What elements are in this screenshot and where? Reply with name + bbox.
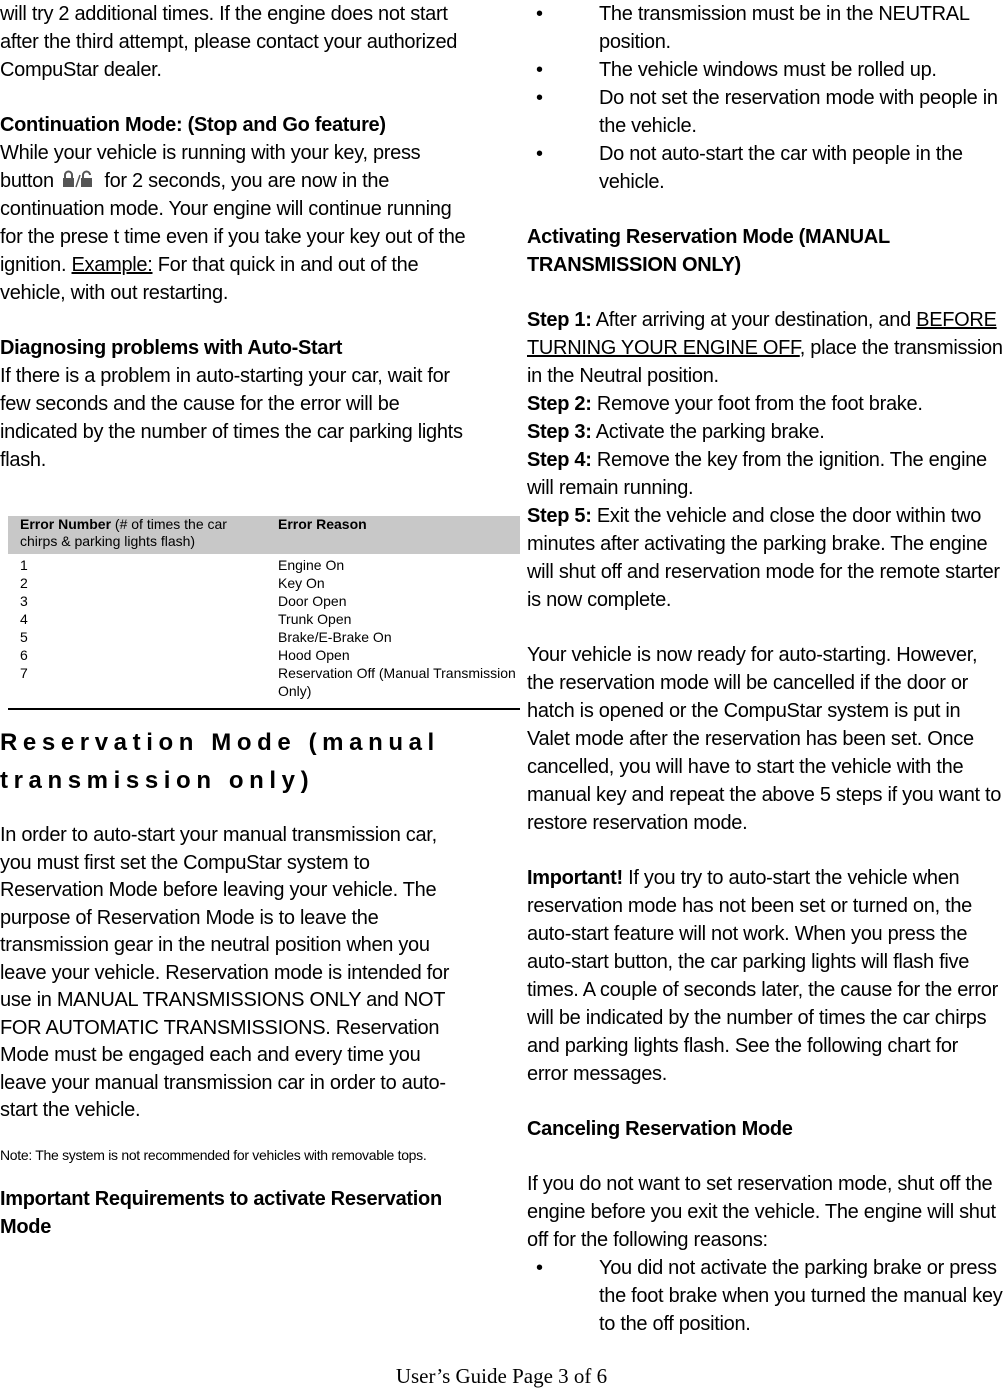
- bullet-icon: •: [536, 59, 543, 81]
- error-reason: Brake/E-Brake On: [278, 629, 392, 645]
- list-item: • Do not auto-start the car with people in the vehicle.: [527, 140, 1003, 196]
- error-number: 4: [20, 611, 28, 627]
- error-number: 2: [20, 575, 28, 591]
- error-number: 3: [20, 593, 28, 609]
- error-reason: Key On: [278, 575, 325, 591]
- error-number-header: Error Number (# of times the car chirps & parking lights flash): [8, 516, 266, 554]
- error-reason-header: Error Reason: [266, 516, 520, 554]
- error-reason: Reservation Off (Manual Transmission Only): [266, 664, 520, 709]
- requirements-list: [0, 0, 1003, 196]
- list-item: • The vehicle windows must be rolled up.: [527, 56, 1003, 84]
- canceling-paragraph: If you do not want to set reservation mode, shut off the engine before you exit the vehicle. The engine will shut off for the following reasons:: [527, 1173, 996, 1251]
- canceling-reasons-list: [527, 1254, 1003, 1338]
- table-row: [8, 664, 520, 709]
- bullet-icon: •: [536, 87, 543, 109]
- step-2: Step 2: Remove your foot from the foot brake.: [527, 393, 923, 415]
- requirements-heading: Important Requirements to activate Reservation Mode: [0, 1187, 442, 1238]
- step-1: Step 1: After arriving at your destination, and BEFORE TURNING YOUR ENGINE OFF, place the transmission in the Neutral position.: [527, 309, 1003, 387]
- list-item: • The transmission must be in the NEUTRAL position.: [527, 0, 1003, 56]
- error-number: 1: [20, 557, 28, 573]
- error-number: 6: [20, 647, 28, 663]
- right-column: [527, 0, 1003, 1338]
- diagnosing-paragraph: If there is a problem in auto-starting your car, wait for few seconds and the cause for the error will be indicated by the number of times the car parking lights flash.: [0, 365, 463, 471]
- example-text: For that quick in and out of the vehicle, with out restarting.: [0, 254, 419, 304]
- error-table-header: [8, 516, 520, 554]
- list-item: • You did not activate the parking brake or press the foot brake when you turned the manual key to the off position.: [527, 1254, 1003, 1338]
- table-row: [8, 628, 520, 646]
- table-row: [8, 574, 520, 592]
- ready-paragraph: Your vehicle is now ready for auto-starting. However, the reservation mode will be cancelled if the door or hatch is opened or the CompuStar system is put in Valet mode after the reservation has been set. Once cancelled, you will have to start the vehicle with the manual key and repeat the above 5 steps if you want to restore reservation mode.: [527, 644, 1002, 834]
- diagnosing-heading: Diagnosing problems with Auto-Start: [0, 337, 343, 359]
- reservation-paragraph: In order to auto-start your manual transmission car, you must first set the CompuStar system to Reservation Mode before leaving your vehicle. The purpose of Reservation Mode is to leave the transmission gear in the neutral position when you leave your vehicle. Reservation mode is intended for use in MANUAL TRANSMISSIONS ONLY and NOT FOR AUTOMATIC TRANSMISSIONS. Reservation Mode must be engaged each and every time you leave your manual transmission car in order to auto-start the vehicle.: [0, 824, 450, 1121]
- page-footer: User’s Guide Page 3 of 6: [395, 1364, 608, 1388]
- error-table: [8, 516, 520, 710]
- canceling-heading: Canceling Reservation Mode: [527, 1118, 793, 1140]
- reservation-heading: Reservation Mode (manual transmission only): [0, 729, 440, 794]
- error-reason: Trunk Open: [278, 611, 352, 627]
- bullet-icon: •: [536, 3, 543, 25]
- table-row: [8, 592, 520, 610]
- error-number: 5: [20, 629, 28, 645]
- table-row: [8, 554, 520, 574]
- continuation-text-b: for 2 seconds, you are now in the continuation mode. Your engine will continue running for the prese t time even if you take your key out of the ignition.: [0, 170, 466, 276]
- step-1-emphasis: BEFORE TURNING YOUR ENGINE OFF: [527, 309, 997, 359]
- list-item: • Do not set the reservation mode with people in the vehicle.: [527, 84, 1003, 140]
- continuation-text-a: While your vehicle is running with your key, press button: [0, 142, 421, 192]
- important-paragraph: Important! If you try to auto-start the vehicle when reservation mode has not been set or turned on, the auto-start feature will not work. When you press the auto-start button, the car parking lights will flash five times. A couple of seconds later, the cause for the error will be indicated by the number of times the car chirps and parking lights flash. See the following chart for error messages.: [527, 867, 998, 1085]
- reservation-note: Note: The system is not recommended for vehicles with removable tops.: [0, 1146, 427, 1163]
- error-reason: Door Open: [278, 593, 347, 609]
- bullet-icon: •: [536, 143, 543, 165]
- error-number-header-note: (# of times the car chirps & parking lights flash): [20, 516, 227, 549]
- intro-paragraph: will try 2 additional times. If the engine does not start after the third attempt, please contact your authorized CompuStar dealer.: [0, 3, 458, 81]
- table-row: [8, 610, 520, 628]
- error-number: 7: [8, 664, 266, 709]
- error-reason: Engine On: [278, 557, 345, 573]
- step-5: Step 5: Exit the vehicle and close the door within two minutes after activating the parking brake. The engine will shut off and reservation mode for the remote starter is now complete.: [527, 505, 1000, 611]
- table-row: [8, 646, 520, 664]
- activating-heading: Activating Reservation Mode (MANUAL TRANSMISSION ONLY): [527, 226, 890, 276]
- step-4: Step 4: Remove the key from the ignition. The engine will remain running.: [527, 449, 987, 499]
- bullet-icon: •: [536, 1257, 543, 1279]
- continuation-heading: Continuation Mode: (Stop and Go feature): [0, 114, 386, 136]
- example-label: Example:: [71, 254, 153, 276]
- important-label: Important!: [527, 867, 623, 889]
- error-reason: Hood Open: [278, 647, 350, 663]
- step-3: Step 3: Activate the parking brake.: [527, 421, 825, 443]
